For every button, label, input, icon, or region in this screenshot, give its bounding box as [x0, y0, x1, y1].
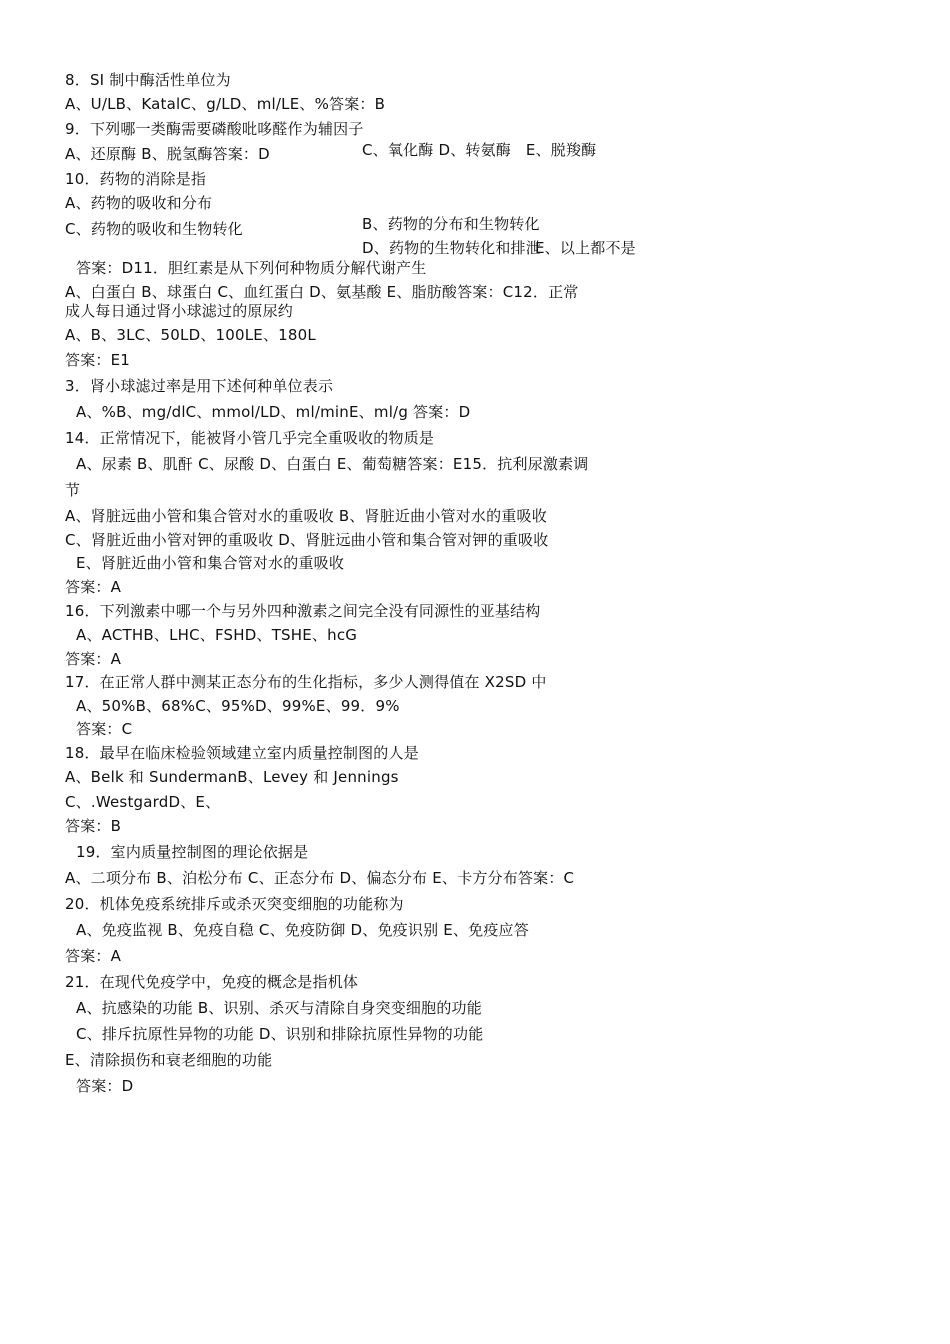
question-19: 19．室内质量控制图的理论依据是 — [76, 843, 309, 861]
options-15-cd: C、肾脏近曲小管对钾的重吸收 D、肾脏远曲小管和集合管对钾的重吸收 — [65, 531, 549, 549]
answer-16: 答案：A — [65, 650, 122, 668]
question-14: 14．正常情况下，能被肾小管几乎完全重吸收的物质是 — [65, 429, 435, 447]
question-20: 20．机体免疫系统排斥或杀灭突变细胞的功能称为 — [65, 895, 404, 913]
options-9-left: A、还原酶 B、脱氢酶答案：D — [65, 145, 270, 163]
option-10-b: B、药物的分布和生物转化 — [362, 215, 540, 233]
question-8: 8．SI 制中酶活性单位为 — [65, 71, 231, 89]
question-21: 21．在现代免疫学中，免疫的概念是指机体 — [65, 973, 359, 991]
option-10-c: C、药物的吸收和生物转化 — [65, 220, 243, 238]
options-21-ab: A、抗感染的功能 B、识别、杀灭与清除自身突变细胞的功能 — [76, 999, 482, 1017]
option-10-e: E、以上都不是 — [535, 239, 636, 257]
options-18-cde: C、.WestgardD、E、 — [65, 793, 221, 811]
question-10: 10．药物的消除是指 — [65, 170, 207, 188]
question-15-cont: 节 — [65, 481, 81, 499]
question-9: 9．下列哪一类酶需要磷酸吡哆醛作为辅因子 — [65, 120, 364, 138]
options-12: A、B、3LC、50LD、100LE、180L — [65, 326, 316, 344]
options-9-right: C、氧化酶 D、转氨酶 E、脱羧酶 — [362, 141, 597, 159]
options-13: A、%B、mg/dlC、mmol/LD、ml/minE、ml/g 答案：D — [76, 403, 471, 421]
options-14: A、尿素 B、肌酐 C、尿酸 D、白蛋白 E、葡萄糖答案：E15．抗利尿激素调 — [76, 455, 589, 473]
answer-18: 答案：B — [65, 817, 122, 835]
options-8: A、U/LB、KatalC、g/LD、ml/LE、%答案：B — [65, 95, 386, 113]
question-12: 成人每日通过肾小球滤过的原尿约 — [65, 302, 294, 320]
options-18-ab: A、Belk 和 SundermanB、Levey 和 Jennings — [65, 768, 399, 786]
options-17: A、50%B、68%C、95%D、99%E、99．9% — [76, 697, 400, 715]
options-21-cd: C、排斥抗原性异物的功能 D、识别和排除抗原性异物的功能 — [76, 1025, 484, 1043]
question-18: 18．最早在临床检验领域建立室内质量控制图的人是 — [65, 744, 419, 762]
options-16: A、ACTHB、LHC、FSHD、TSHE、hcG — [76, 626, 358, 644]
answer-10-question-11: 答案：D11．胆红素是从下列何种物质分解代谢产生 — [76, 259, 427, 277]
options-11: A、白蛋白 B、球蛋白 C、血红蛋白 D、氨基酸 E、脂肪酸答案：C12．正常 — [65, 283, 579, 301]
question-17: 17．在正常人群中测某正态分布的生化指标，多少人测得值在 X2SD 中 — [65, 673, 547, 691]
answer-20: 答案：A — [65, 947, 122, 965]
options-19: A、二项分布 B、泊松分布 C、正态分布 D、偏态分布 E、卡方分布答案：C — [65, 869, 575, 887]
option-15-e: E、肾脏近曲小管和集合管对水的重吸收 — [76, 554, 345, 572]
answer-15: 答案：A — [65, 578, 122, 596]
options-15-ab: A、肾脏远曲小管和集合管对水的重吸收 B、肾脏近曲小管对水的重吸收 — [65, 507, 547, 525]
option-10-d: D、药物的生物转化和排泄 — [362, 239, 541, 257]
question-16: 16．下列激素中哪一个与另外四种激素之间完全没有同源性的亚基结构 — [65, 602, 541, 620]
answer-12: 答案：E1 — [65, 351, 131, 369]
option-21-e: E、清除损伤和衰老细胞的功能 — [65, 1051, 273, 1069]
options-20: A、免疫监视 B、免疫自稳 C、免疫防御 D、免疫识别 E、免疫应答 — [76, 921, 529, 939]
option-10-a: A、药物的吸收和分布 — [65, 194, 213, 212]
question-13: 3．肾小球滤过率是用下述何种单位表示 — [65, 377, 334, 395]
answer-17: 答案：C — [76, 720, 133, 738]
answer-21: 答案：D — [76, 1077, 134, 1095]
